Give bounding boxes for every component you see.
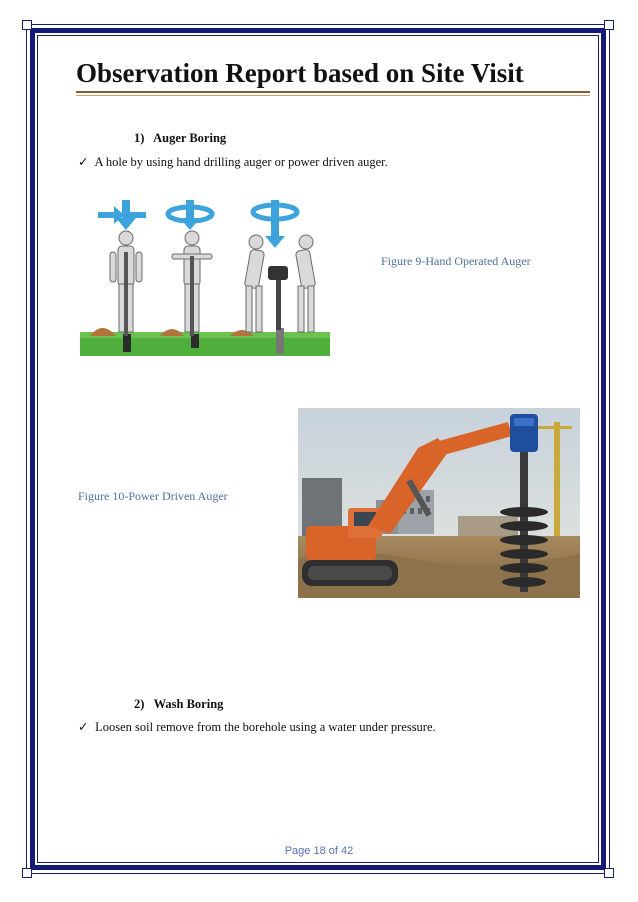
bullet-text: A hole by using hand drilling auger or power driven auger. bbox=[94, 155, 388, 169]
border-corner-top-left bbox=[22, 20, 32, 30]
section-number: 1) bbox=[134, 131, 145, 145]
border-corner-top-right bbox=[604, 20, 614, 30]
figure-caption-hand-auger: Figure 9-Hand Operated Auger bbox=[381, 254, 531, 268]
section-number: 2) bbox=[134, 697, 145, 711]
page-total: 42 bbox=[341, 845, 354, 857]
page-footer bbox=[0, 845, 638, 857]
figure-hand-operated-auger bbox=[80, 196, 330, 356]
figure-power-driven-auger bbox=[298, 408, 580, 598]
section-heading-text: Auger Boring bbox=[153, 131, 227, 145]
border-corner-bottom-right bbox=[604, 868, 614, 878]
bullet-item-wash bbox=[78, 719, 436, 735]
hand-auger-illustration bbox=[80, 196, 330, 356]
power-auger-photo bbox=[298, 408, 580, 598]
title-underline-thin bbox=[76, 95, 590, 96]
section-heading-wash-boring bbox=[134, 697, 223, 712]
figure-caption-power-auger: Figure 10-Power Driven Auger bbox=[78, 489, 228, 503]
section-heading-auger-boring bbox=[134, 131, 226, 146]
page-number: 18 bbox=[313, 845, 326, 857]
border-corner-bottom-left bbox=[22, 868, 32, 878]
page-label: Page bbox=[284, 845, 311, 857]
check-mark-icon: ✓ bbox=[78, 720, 89, 734]
page-title: Observation Report based on Site Visit bbox=[76, 58, 524, 88]
check-mark-icon: ✓ bbox=[78, 155, 89, 169]
page-of: of bbox=[328, 845, 338, 857]
bullet-text: Loosen soil remove from the borehole using a water under pressure. bbox=[95, 720, 436, 734]
title-underline bbox=[76, 91, 590, 93]
section-heading-text: Wash Boring bbox=[153, 697, 224, 711]
bullet-item-auger bbox=[78, 154, 388, 170]
